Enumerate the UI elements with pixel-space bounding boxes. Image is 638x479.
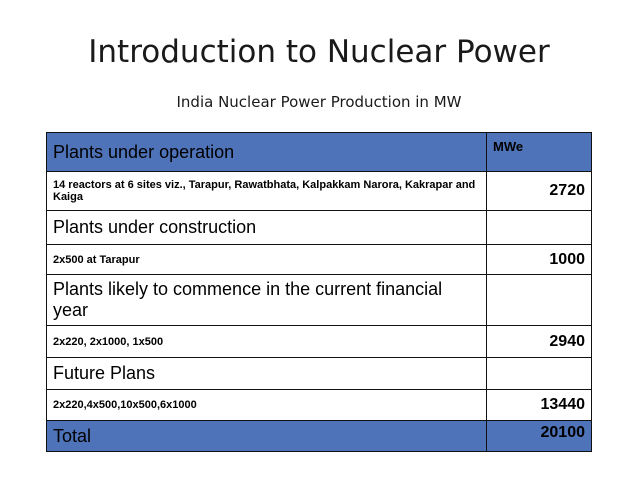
slide-title: Introduction to Nuclear Power — [88, 34, 550, 70]
table-row — [47, 390, 592, 421]
table-total-row — [47, 421, 592, 452]
table-row — [47, 245, 592, 275]
row-label-likely-to-commence: Plants likely to commence in the current financial year — [47, 275, 487, 326]
row-value-operating-reactors: 2720 — [487, 172, 592, 211]
total-value: 20100 — [487, 421, 592, 452]
row-value-under-construction — [487, 211, 592, 245]
row-label-current-year-units: 2x220, 2x1000, 1x500 — [47, 326, 487, 358]
row-value-future-plans — [487, 358, 592, 390]
table-row — [47, 211, 592, 245]
slide-subtitle: India Nuclear Power Production in MW — [176, 93, 462, 111]
row-value-current-year-units: 2940 — [487, 326, 592, 358]
row-value-future-units: 13440 — [487, 390, 592, 421]
row-value-tarapur: 1000 — [487, 245, 592, 275]
nuclear-power-table — [46, 132, 592, 452]
row-label-future-units: 2x220,4x500,10x500,6x1000 — [47, 390, 487, 421]
table-row — [47, 358, 592, 390]
row-label-operating-reactors: 14 reactors at 6 sites viz., Tarapur, Rawatbhata, Kalpakkam Narora, Kakrapar and Kaiga — [47, 172, 487, 211]
table-row — [47, 275, 592, 326]
row-label-under-construction: Plants under construction — [47, 211, 487, 245]
header-unit-mwe: MWe — [487, 133, 592, 172]
row-label-tarapur: 2x500 at Tarapur — [47, 245, 487, 275]
row-value-likely-to-commence — [487, 275, 592, 326]
total-label: Total — [47, 421, 487, 452]
table-row — [47, 172, 592, 211]
table-header-row — [47, 133, 592, 172]
header-plants-under-operation: Plants under operation — [47, 133, 487, 172]
table-row — [47, 326, 592, 358]
row-label-future-plans: Future Plans — [47, 358, 487, 390]
